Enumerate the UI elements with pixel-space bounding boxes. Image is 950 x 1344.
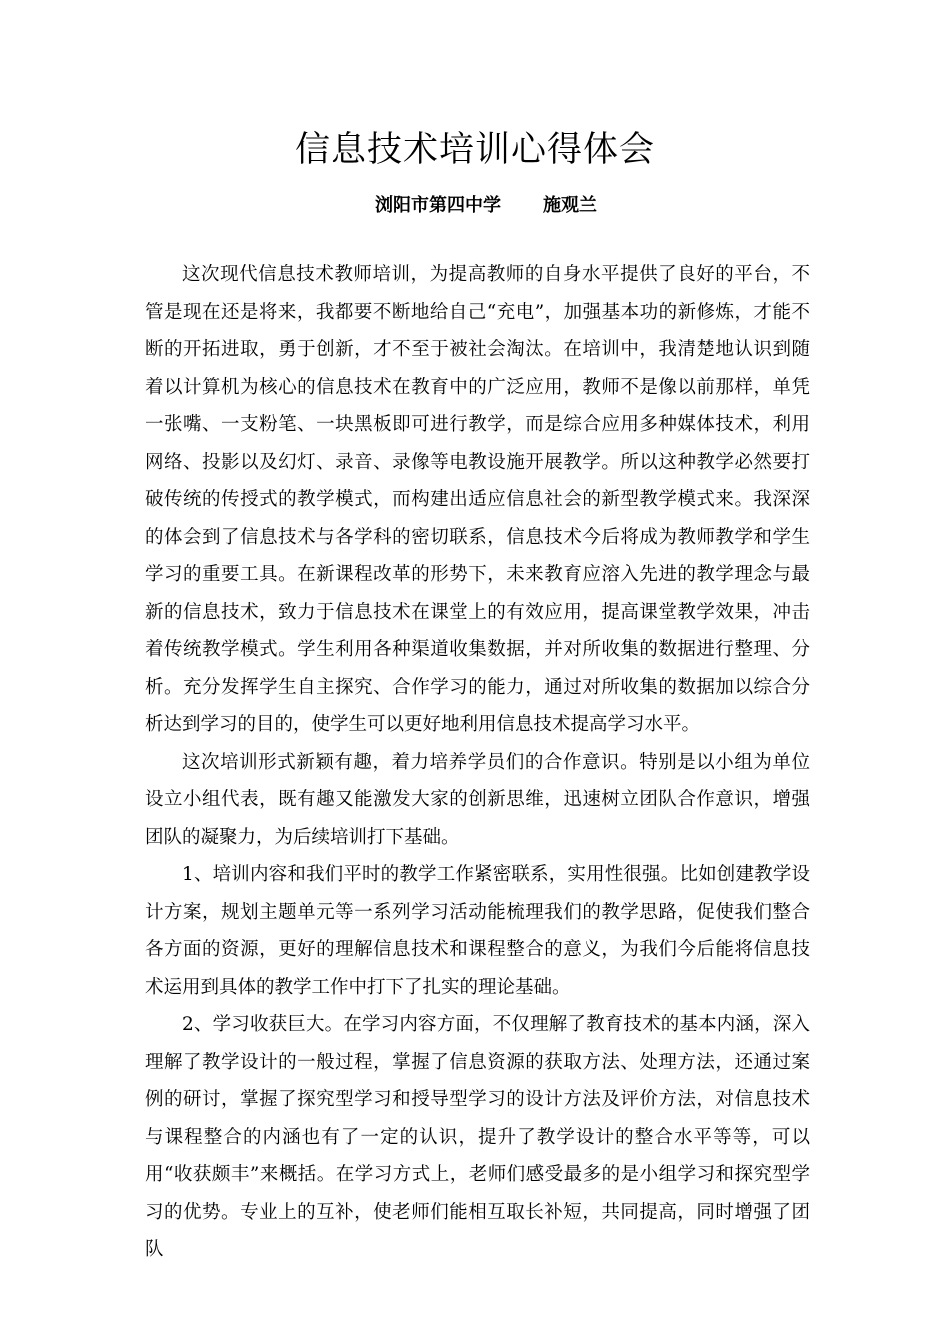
document-title: 信息技术培训心得体会 [294,130,655,170]
byline-author: 施观兰 [543,195,597,216]
byline-school: 浏阳市第四中学 [375,195,501,216]
paragraph-4: 2、学习收获巨大。在学习内容方面，不仅理解了教育技术的基本内涵，深入理解了教学设计的一般过程，掌握了信息资源的获取方法、处理方法，还通过案例的研讨，掌握了探究型学习和授导型学习的设计方法及评价方法，对信息技术与课程整合的内涵也有了一定的认识，提升了教学设计的整合水平等等，可以用“收获颇丰”来概括。在学习方式上，老师们感受最多的是小组学习和探究型学习的优势。专业上的互补，使老师们能相互取长补短，共同提高，同时增强了团队 [145,1014,810,1260]
paragraph-3: 1、培训内容和我们平时的教学工作紧密联系，实用性很强。比如创建教学设计方案，规划主题单元等一系列学习活动能梳理我们的教学思路，促使我们整合各方面的资源，更好的理解信息技术和课程整合的意义，为我们今后能将信息技术运用到具体的教学工作中打下了扎实的理论基础。 [145,864,810,998]
paragraph-2: 这次培训形式新颖有趣，着力培养学员们的合作意识。特别是以小组为单位设立小组代表，既有趣又能激发大家的创新思维，迅速树立团队合作意识，增强团队的凝聚力，为后续培训打下基础。 [145,751,810,848]
document-body [145,256,810,1269]
paragraph-1: 这次现代信息技术教师培训，为提高教师的自身水平提供了良好的平台，不管是现在还是将来，我都要不断地给自己“充电”，加强基本功的新修炼，才能不断的开拓进取，勇于创新，才不至于被社会淘汰。在培训中，我清楚地认识到随着以计算机为核心的信息技术在教育中的广泛应用，教师不是像以前那样，单凭一张嘴、一支粉笔、一块黑板即可进行教学，而是综合应用多种媒体技术，利用网络、投影以及幻灯、录音、录像等电教设施开展教学。所以这种教学必然要打破传统的传授式的教学模式，而构建出适应信息社会的新型教学模式来。我深深的体会到了信息技术与各学科的密切联系，信息技术今后将成为教师教学和学生学习的重要工具。在新课程改革的形势下，未来教育应溶入先进的教学理念与最新的信息技术，致力于信息技术在课堂上的有效应用，提高课堂教学效果，冲击着传统教学模式。学生利用各种渠道收集数据，并对所收集的数据进行整理、分析。充分发挥学生自主探究、合作学习的能力，通过对所收集的数据加以综合分析达到学习的目的，使学生可以更好地利用信息技术提高学习水平。 [145,264,810,735]
byline [375,192,675,220]
